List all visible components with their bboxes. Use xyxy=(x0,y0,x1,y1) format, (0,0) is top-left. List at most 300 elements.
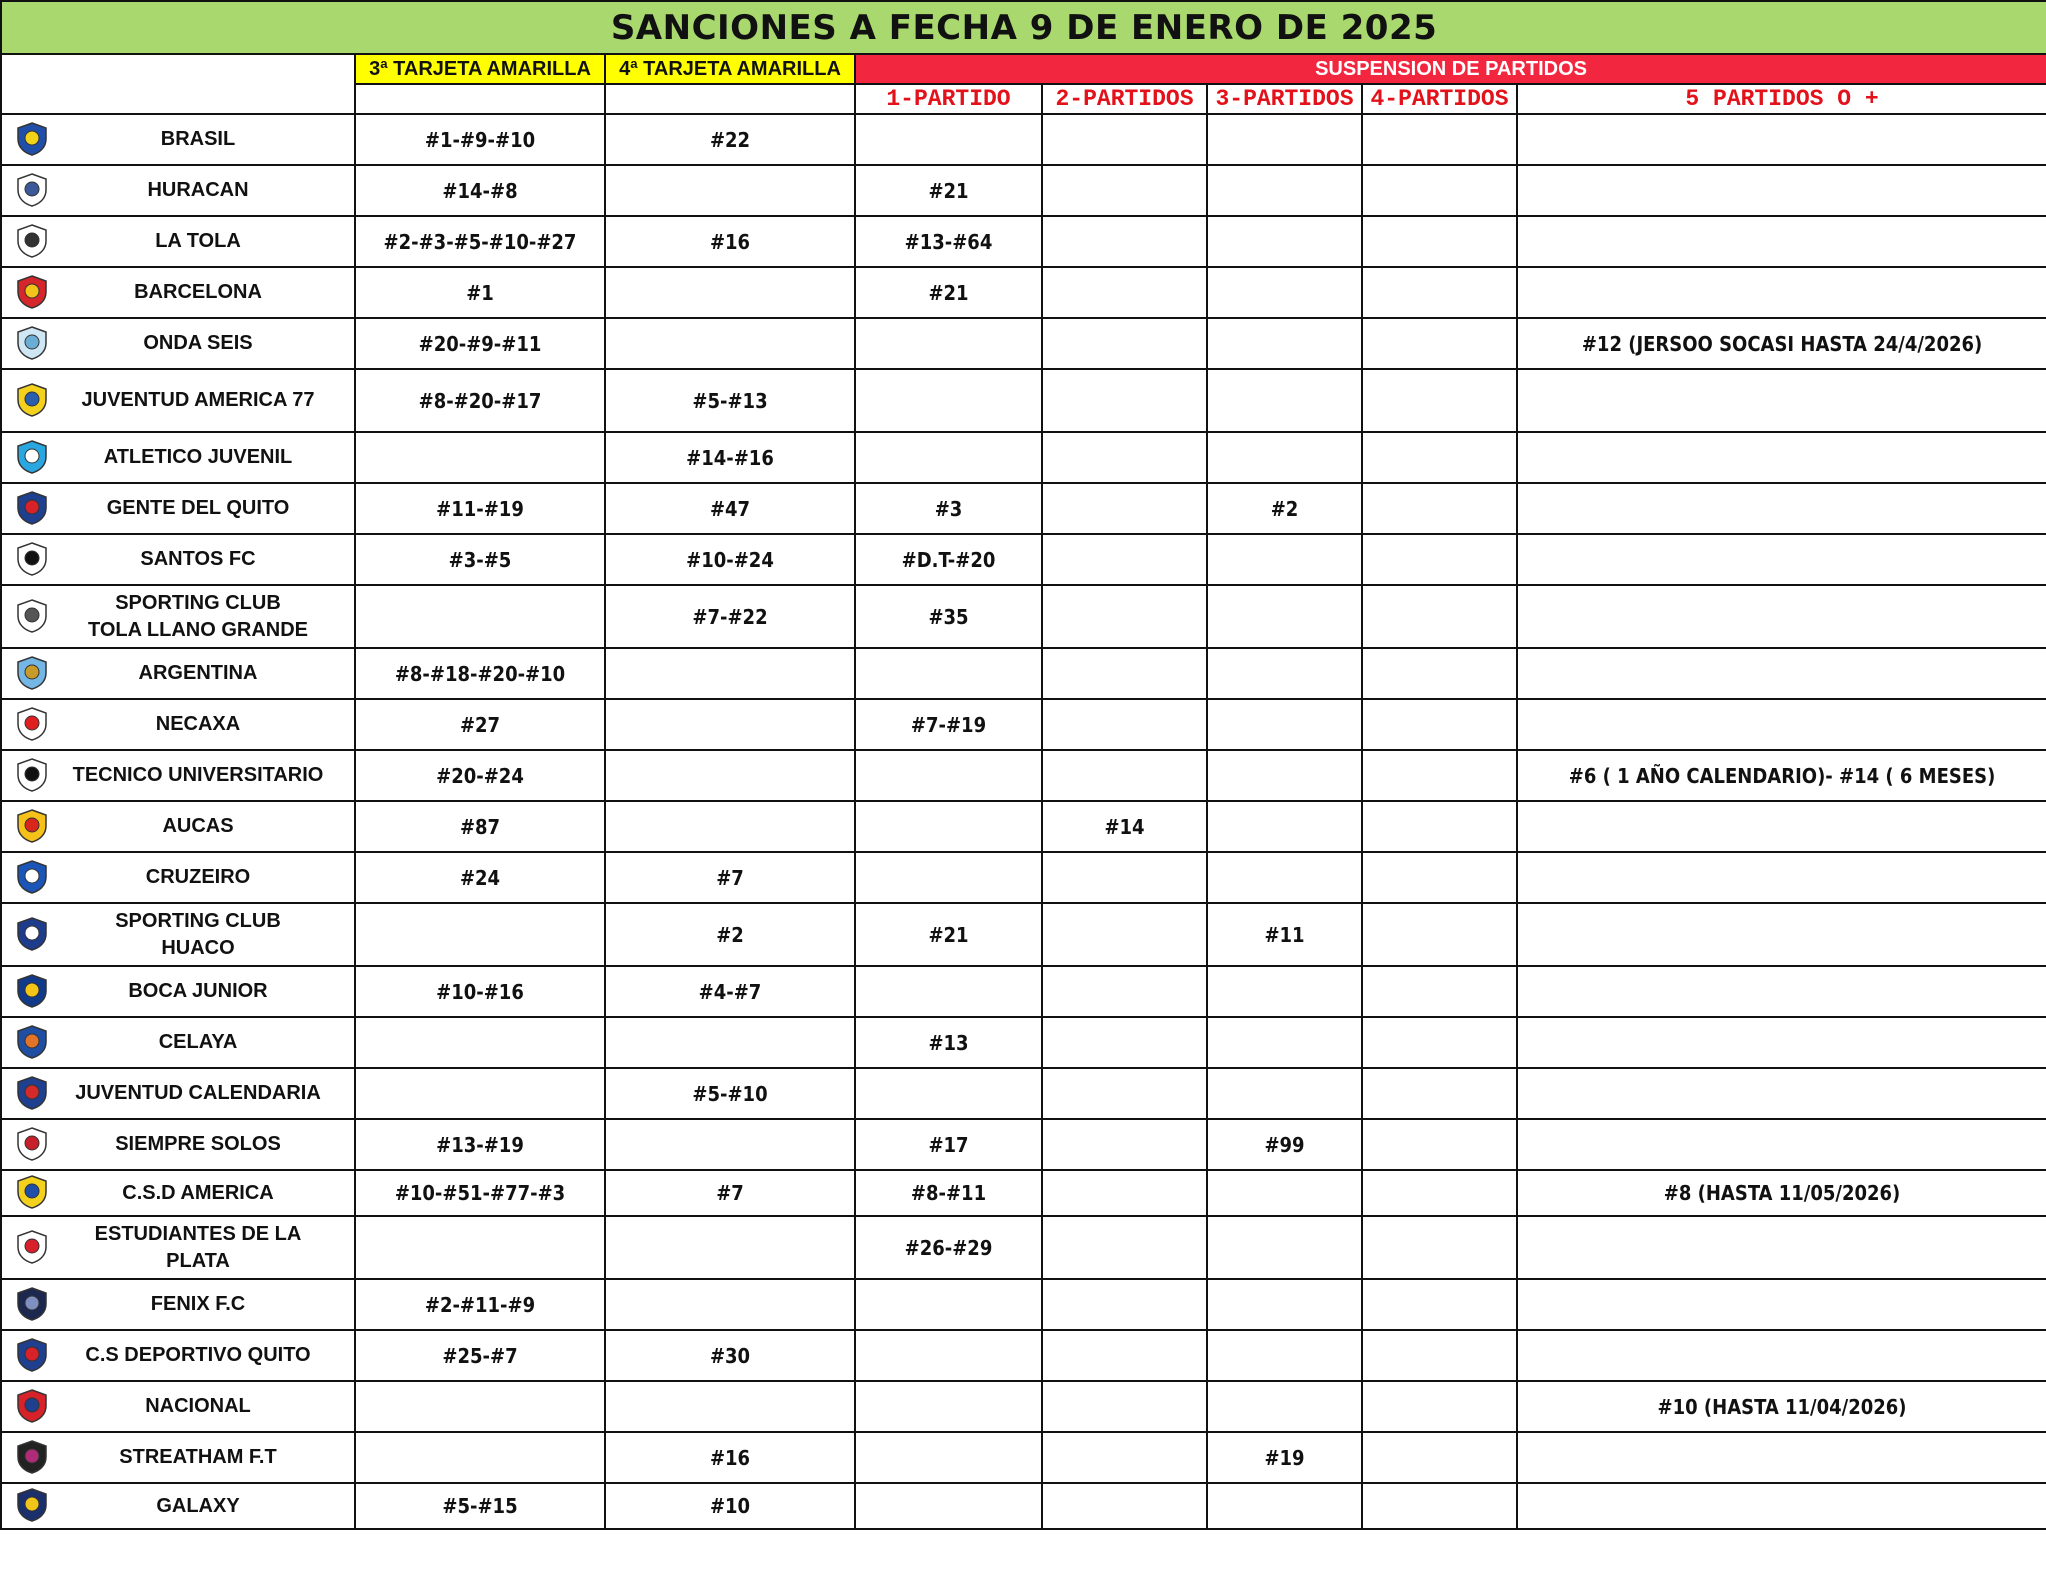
fourth-yellow-card-cell: #5-#13 xyxy=(605,369,855,432)
celaya-crest-icon xyxy=(14,1024,50,1060)
suspension-3-partidos-cell xyxy=(1207,534,1362,585)
suspension-5-partidos-cell: #12 (JERSOO SOCASI HASTA 24/4/2026) xyxy=(1517,318,2046,369)
galaxy-crest-icon xyxy=(14,1487,50,1523)
fourth-yellow-card-cell: #22 xyxy=(605,114,855,165)
table-row xyxy=(1,648,2046,699)
suspension-4-partidos-cell xyxy=(1362,1330,1517,1381)
header-suspension: SUSPENSION DE PARTIDOS xyxy=(855,54,2046,84)
suspension-5-partidos-cell xyxy=(1517,585,2046,648)
fourth-yellow-card-cell: #7 xyxy=(605,1170,855,1216)
la-tola-crest-icon xyxy=(14,223,50,259)
third-yellow-card-cell xyxy=(355,903,605,966)
third-yellow-card-cell: #25-#7 xyxy=(355,1330,605,1381)
suspension-4-partidos-cell xyxy=(1362,801,1517,852)
fourth-yellow-card-cell: #10 xyxy=(605,1483,855,1529)
suspension-4-partidos-cell xyxy=(1362,903,1517,966)
deportivo-quito-crest-icon xyxy=(14,1337,50,1373)
fourth-yellow-card-cell xyxy=(605,699,855,750)
suspension-2-partidos-cell xyxy=(1042,432,1207,483)
table-row xyxy=(1,1216,2046,1279)
suspension-5-partidos-cell xyxy=(1517,648,2046,699)
suspension-2-partidos-cell xyxy=(1042,966,1207,1017)
suspension-4-partidos-cell xyxy=(1362,648,1517,699)
suspension-1-partido-cell: #26-#29 xyxy=(855,1216,1042,1279)
third-yellow-card-cell xyxy=(355,1068,605,1119)
suspension-5-partidos-cell xyxy=(1517,267,2046,318)
suspension-1-partido-cell: #21 xyxy=(855,903,1042,966)
suspension-4-partidos-cell xyxy=(1362,114,1517,165)
suspension-3-partidos-cell xyxy=(1207,432,1362,483)
suspension-4-partidos-cell xyxy=(1362,216,1517,267)
juventud-america-crest-icon xyxy=(14,382,50,418)
santos-crest-icon xyxy=(14,541,50,577)
suspension-2-partidos-cell xyxy=(1042,1330,1207,1381)
suspension-5-partidos-cell xyxy=(1517,1432,2046,1483)
suspension-3-partidos-cell xyxy=(1207,1216,1362,1279)
team-name: CELAYA xyxy=(158,1031,238,1053)
suspension-3-partidos-cell xyxy=(1207,165,1362,216)
suspension-1-partido-cell: #35 xyxy=(855,585,1042,648)
suspension-2-partidos-cell xyxy=(1042,483,1207,534)
team-name: GENTE DEL QUITO xyxy=(106,497,290,519)
third-yellow-card-cell: #87 xyxy=(355,801,605,852)
fourth-yellow-card-cell: #7-#22 xyxy=(605,585,855,648)
team-cell xyxy=(1,852,355,903)
suspension-4-partidos-cell xyxy=(1362,1381,1517,1432)
team-name: C.S.D AMERICA xyxy=(122,1181,274,1204)
suspension-2-partidos-cell xyxy=(1042,585,1207,648)
suspension-1-partido-cell: #21 xyxy=(855,267,1042,318)
suspension-5-partidos-cell xyxy=(1517,432,2046,483)
suspension-5-partidos-cell xyxy=(1517,1017,2046,1068)
fourth-yellow-card-cell xyxy=(605,165,855,216)
third-yellow-card-cell: #27 xyxy=(355,699,605,750)
tecnico-universitario-crest-icon xyxy=(14,757,50,793)
suspension-3-partidos-cell: #99 xyxy=(1207,1119,1362,1170)
suspension-5-partidos-cell xyxy=(1517,966,2046,1017)
third-yellow-card-cell: #8-#20-#17 xyxy=(355,369,605,432)
team-cell xyxy=(1,165,355,216)
team-name: ONDA SEIS xyxy=(143,332,253,354)
team-name: BARCELONA xyxy=(134,281,262,303)
suspension-5-partidos-cell xyxy=(1517,1279,2046,1330)
suspension-4-partidos-cell xyxy=(1362,483,1517,534)
team-cell xyxy=(1,966,355,1017)
table-row xyxy=(1,318,2046,369)
third-yellow-card-cell: #8-#18-#20-#10 xyxy=(355,648,605,699)
siempre-solos-crest-icon xyxy=(14,1126,50,1162)
suspension-5-partidos-cell xyxy=(1517,1119,2046,1170)
team-cell xyxy=(1,1279,355,1330)
suspension-5-partidos-cell xyxy=(1517,114,2046,165)
suspension-2-partidos-cell xyxy=(1042,267,1207,318)
suspension-5-partidos-cell xyxy=(1517,852,2046,903)
suspension-3-partidos-cell xyxy=(1207,1279,1362,1330)
suspension-1-partido-cell xyxy=(855,318,1042,369)
suspension-3-partidos-cell: #11 xyxy=(1207,903,1362,966)
header-5-partidos: 5 PARTIDOS O + xyxy=(1517,84,2046,114)
team-name: SANTOS FC xyxy=(140,548,256,570)
suspension-5-partidos-cell xyxy=(1517,1216,2046,1279)
team-name: JUVENTUD AMERICA 77 xyxy=(81,389,315,411)
table-row xyxy=(1,1279,2046,1330)
argentina-crest-icon xyxy=(14,655,50,691)
juventud-calendaria-crest-icon xyxy=(14,1075,50,1111)
suspension-4-partidos-cell xyxy=(1362,750,1517,801)
suspension-4-partidos-cell xyxy=(1362,369,1517,432)
suspension-3-partidos-cell xyxy=(1207,699,1362,750)
suspension-1-partido-cell xyxy=(855,966,1042,1017)
team-cell xyxy=(1,267,355,318)
table-row xyxy=(1,966,2046,1017)
subheader-blank-3rd xyxy=(355,84,605,114)
suspension-4-partidos-cell xyxy=(1362,699,1517,750)
fourth-yellow-card-cell xyxy=(605,1381,855,1432)
fourth-yellow-card-cell: #16 xyxy=(605,1432,855,1483)
table-row xyxy=(1,114,2046,165)
fourth-yellow-card-cell xyxy=(605,750,855,801)
team-cell xyxy=(1,750,355,801)
suspension-3-partidos-cell xyxy=(1207,1330,1362,1381)
suspension-4-partidos-cell xyxy=(1362,852,1517,903)
suspension-1-partido-cell xyxy=(855,852,1042,903)
suspension-5-partidos-cell xyxy=(1517,801,2046,852)
suspension-3-partidos-cell xyxy=(1207,1170,1362,1216)
suspension-1-partido-cell: #3 xyxy=(855,483,1042,534)
third-yellow-card-cell: #10-#16 xyxy=(355,966,605,1017)
boca-junior-crest-icon xyxy=(14,973,50,1009)
table-row xyxy=(1,801,2046,852)
header-4-partidos: 4-PARTIDOS xyxy=(1362,84,1517,114)
suspension-1-partido-cell xyxy=(855,114,1042,165)
team-name: SPORTING CLUB TOLA LLANO GRANDE xyxy=(88,591,308,641)
third-yellow-card-cell xyxy=(355,1432,605,1483)
team-cell xyxy=(1,1216,355,1279)
team-name: CRUZEIRO xyxy=(145,866,251,888)
table-row xyxy=(1,750,2046,801)
third-yellow-card-cell: #20-#24 xyxy=(355,750,605,801)
suspension-5-partidos-cell xyxy=(1517,165,2046,216)
suspension-5-partidos-cell xyxy=(1517,903,2046,966)
table-row xyxy=(1,432,2046,483)
fourth-yellow-card-cell: #16 xyxy=(605,216,855,267)
suspension-2-partidos-cell xyxy=(1042,1216,1207,1279)
table-row xyxy=(1,1432,2046,1483)
team-name: BOCA JUNIOR xyxy=(128,980,268,1002)
fourth-yellow-card-cell xyxy=(605,1216,855,1279)
table-row xyxy=(1,852,2046,903)
fourth-yellow-card-cell: #47 xyxy=(605,483,855,534)
suspension-1-partido-cell xyxy=(855,432,1042,483)
suspension-4-partidos-cell xyxy=(1362,165,1517,216)
page-title: SANCIONES A FECHA 9 DE ENERO DE 2025 xyxy=(1,1,2046,54)
suspension-5-partidos-cell xyxy=(1517,1330,2046,1381)
suspension-4-partidos-cell xyxy=(1362,432,1517,483)
fourth-yellow-card-cell xyxy=(605,1017,855,1068)
suspension-3-partidos-cell xyxy=(1207,585,1362,648)
suspension-5-partidos-cell: #6 ( 1 AÑO CALENDARIO)- #14 ( 6 MESES) xyxy=(1517,750,2046,801)
suspension-3-partidos-cell xyxy=(1207,1381,1362,1432)
table-row xyxy=(1,585,2046,648)
fourth-yellow-card-cell: #10-#24 xyxy=(605,534,855,585)
suspension-1-partido-cell: #13 xyxy=(855,1017,1042,1068)
team-cell xyxy=(1,1119,355,1170)
third-yellow-card-cell: #13-#19 xyxy=(355,1119,605,1170)
fourth-yellow-card-cell xyxy=(605,801,855,852)
suspension-4-partidos-cell xyxy=(1362,1170,1517,1216)
table-row xyxy=(1,483,2046,534)
fourth-yellow-card-cell: #30 xyxy=(605,1330,855,1381)
team-cell xyxy=(1,483,355,534)
suspension-2-partidos-cell xyxy=(1042,1279,1207,1330)
table-row xyxy=(1,369,2046,432)
suspension-2-partidos-cell xyxy=(1042,216,1207,267)
suspension-5-partidos-cell: #8 (HASTA 11/05/2026) xyxy=(1517,1170,2046,1216)
fourth-yellow-card-cell: #14-#16 xyxy=(605,432,855,483)
suspension-3-partidos-cell xyxy=(1207,318,1362,369)
table-row xyxy=(1,1170,2046,1216)
suspension-3-partidos-cell xyxy=(1207,852,1362,903)
huracan-crest-icon xyxy=(14,172,50,208)
suspension-2-partidos-cell xyxy=(1042,1483,1207,1529)
suspension-3-partidos-cell xyxy=(1207,801,1362,852)
brasil-crest-icon xyxy=(14,121,50,157)
suspension-2-partidos-cell: #14 xyxy=(1042,801,1207,852)
header-2-partidos: 2-PARTIDOS xyxy=(1042,84,1207,114)
header-1-partido: 1-PARTIDO xyxy=(855,84,1042,114)
fourth-yellow-card-cell: #7 xyxy=(605,852,855,903)
suspension-1-partido-cell xyxy=(855,1330,1042,1381)
fenix-crest-icon xyxy=(14,1286,50,1322)
suspension-1-partido-cell xyxy=(855,1432,1042,1483)
third-yellow-card-cell: #11-#19 xyxy=(355,483,605,534)
third-yellow-card-cell: #1-#9-#10 xyxy=(355,114,605,165)
team-cell xyxy=(1,534,355,585)
fourth-yellow-card-cell xyxy=(605,267,855,318)
suspension-2-partidos-cell xyxy=(1042,648,1207,699)
team-cell xyxy=(1,318,355,369)
team-cell xyxy=(1,1483,355,1529)
suspension-1-partido-cell: #17 xyxy=(855,1119,1042,1170)
team-cell xyxy=(1,216,355,267)
suspension-5-partidos-cell xyxy=(1517,534,2046,585)
suspension-4-partidos-cell xyxy=(1362,1017,1517,1068)
suspension-4-partidos-cell xyxy=(1362,1279,1517,1330)
table-row xyxy=(1,216,2046,267)
fourth-yellow-card-cell: #5-#10 xyxy=(605,1068,855,1119)
team-name: ATLETICO JUVENIL xyxy=(103,446,293,468)
third-yellow-card-cell xyxy=(355,432,605,483)
header-3rd-yellow-card: 3ª TARJETA AMARILLA xyxy=(355,54,605,84)
third-yellow-card-cell: #20-#9-#11 xyxy=(355,318,605,369)
team-name: SIEMPRE SOLOS xyxy=(115,1133,281,1155)
suspension-4-partidos-cell xyxy=(1362,966,1517,1017)
suspension-1-partido-cell: #D.T-#20 xyxy=(855,534,1042,585)
table-row xyxy=(1,903,2046,966)
suspension-1-partido-cell xyxy=(855,648,1042,699)
suspension-2-partidos-cell xyxy=(1042,318,1207,369)
suspension-1-partido-cell xyxy=(855,1381,1042,1432)
fourth-yellow-card-cell xyxy=(605,1279,855,1330)
table-row xyxy=(1,1483,2046,1529)
team-name: C.S DEPORTIVO QUITO xyxy=(85,1344,311,1366)
suspension-2-partidos-cell xyxy=(1042,1170,1207,1216)
suspension-2-partidos-cell xyxy=(1042,750,1207,801)
table-row xyxy=(1,1330,2046,1381)
team-cell xyxy=(1,1330,355,1381)
fourth-yellow-card-cell: #4-#7 xyxy=(605,966,855,1017)
team-name: BRASIL xyxy=(160,128,236,150)
table-row xyxy=(1,1017,2046,1068)
suspension-2-partidos-cell xyxy=(1042,1017,1207,1068)
suspension-3-partidos-cell: #19 xyxy=(1207,1432,1362,1483)
team-cell xyxy=(1,903,355,966)
suspension-2-partidos-cell xyxy=(1042,165,1207,216)
table-row xyxy=(1,267,2046,318)
suspension-3-partidos-cell: #2 xyxy=(1207,483,1362,534)
table-row xyxy=(1,1068,2046,1119)
suspension-5-partidos-cell xyxy=(1517,1483,2046,1529)
table-row xyxy=(1,1381,2046,1432)
suspension-2-partidos-cell xyxy=(1042,852,1207,903)
sporting-tola-crest-icon xyxy=(14,598,50,634)
atletico-juvenil-crest-icon xyxy=(14,439,50,475)
team-cell xyxy=(1,699,355,750)
suspension-5-partidos-cell xyxy=(1517,1068,2046,1119)
suspension-4-partidos-cell xyxy=(1362,1119,1517,1170)
suspension-2-partidos-cell xyxy=(1042,1119,1207,1170)
suspension-4-partidos-cell xyxy=(1362,267,1517,318)
estudiantes-crest-icon xyxy=(14,1229,50,1265)
suspension-1-partido-cell: #7-#19 xyxy=(855,699,1042,750)
subheader-blank-4th xyxy=(605,84,855,114)
fourth-yellow-card-cell xyxy=(605,1119,855,1170)
table-row xyxy=(1,165,2046,216)
suspension-1-partido-cell xyxy=(855,1068,1042,1119)
suspension-3-partidos-cell xyxy=(1207,216,1362,267)
suspension-1-partido-cell xyxy=(855,801,1042,852)
suspension-4-partidos-cell xyxy=(1362,585,1517,648)
sporting-huaco-crest-icon xyxy=(14,916,50,952)
team-cell xyxy=(1,1381,355,1432)
suspension-1-partido-cell: #21 xyxy=(855,165,1042,216)
third-yellow-card-cell: #2-#3-#5-#10-#27 xyxy=(355,216,605,267)
necaxa-crest-icon xyxy=(14,706,50,742)
suspension-2-partidos-cell xyxy=(1042,699,1207,750)
third-yellow-card-cell: #10-#51-#77-#3 xyxy=(355,1170,605,1216)
csd-america-crest-icon xyxy=(14,1174,50,1210)
team-name: STREATHAM F.T xyxy=(119,1446,277,1468)
suspension-2-partidos-cell xyxy=(1042,534,1207,585)
suspension-3-partidos-cell xyxy=(1207,1017,1362,1068)
suspension-5-partidos-cell xyxy=(1517,216,2046,267)
suspension-2-partidos-cell xyxy=(1042,1381,1207,1432)
team-name: NECAXA xyxy=(155,713,241,735)
suspension-3-partidos-cell xyxy=(1207,267,1362,318)
suspension-4-partidos-cell xyxy=(1362,318,1517,369)
third-yellow-card-cell: #5-#15 xyxy=(355,1483,605,1529)
barcelona-crest-icon xyxy=(14,274,50,310)
suspension-3-partidos-cell xyxy=(1207,369,1362,432)
suspension-1-partido-cell: #8-#11 xyxy=(855,1170,1042,1216)
suspension-3-partidos-cell xyxy=(1207,750,1362,801)
table-row xyxy=(1,699,2046,750)
suspension-3-partidos-cell xyxy=(1207,966,1362,1017)
team-name: LA TOLA xyxy=(155,230,241,252)
suspension-5-partidos-cell xyxy=(1517,483,2046,534)
third-yellow-card-cell: #24 xyxy=(355,852,605,903)
team-cell xyxy=(1,114,355,165)
suspension-5-partidos-cell: #10 (HASTA 11/04/2026) xyxy=(1517,1381,2046,1432)
team-name: SPORTING CLUB HUACO xyxy=(115,909,281,959)
suspension-2-partidos-cell xyxy=(1042,903,1207,966)
suspension-4-partidos-cell xyxy=(1362,1216,1517,1279)
suspension-1-partido-cell xyxy=(855,750,1042,801)
team-name: ARGENTINA xyxy=(138,662,258,684)
team-name: FENIX F.C xyxy=(150,1293,246,1315)
suspension-3-partidos-cell xyxy=(1207,1483,1362,1529)
suspension-5-partidos-cell xyxy=(1517,369,2046,432)
third-yellow-card-cell xyxy=(355,1381,605,1432)
team-name: GALAXY xyxy=(156,1494,240,1517)
aucas-crest-icon xyxy=(14,808,50,844)
suspension-4-partidos-cell xyxy=(1362,1483,1517,1529)
third-yellow-card-cell: #3-#5 xyxy=(355,534,605,585)
team-name: AUCAS xyxy=(162,815,234,837)
table-row xyxy=(1,534,2046,585)
cruzeiro-crest-icon xyxy=(14,859,50,895)
suspension-2-partidos-cell xyxy=(1042,114,1207,165)
suspension-4-partidos-cell xyxy=(1362,1432,1517,1483)
third-yellow-card-cell: #1 xyxy=(355,267,605,318)
suspension-3-partidos-cell xyxy=(1207,1068,1362,1119)
third-yellow-card-cell xyxy=(355,1017,605,1068)
suspension-1-partido-cell: #13-#64 xyxy=(855,216,1042,267)
team-name: HURACAN xyxy=(147,179,249,201)
team-name: TECNICO UNIVERSITARIO xyxy=(72,764,324,786)
third-yellow-card-cell: #14-#8 xyxy=(355,165,605,216)
team-cell xyxy=(1,648,355,699)
suspension-4-partidos-cell xyxy=(1362,1068,1517,1119)
team-cell xyxy=(1,585,355,648)
gente-del-quito-crest-icon xyxy=(14,490,50,526)
fourth-yellow-card-cell xyxy=(605,648,855,699)
table-row xyxy=(1,1119,2046,1170)
team-cell xyxy=(1,801,355,852)
header-3-partidos: 3-PARTIDOS xyxy=(1207,84,1362,114)
suspension-1-partido-cell xyxy=(855,1279,1042,1330)
team-header-blank xyxy=(1,54,355,114)
suspension-2-partidos-cell xyxy=(1042,369,1207,432)
fourth-yellow-card-cell xyxy=(605,318,855,369)
suspension-2-partidos-cell xyxy=(1042,1068,1207,1119)
suspension-1-partido-cell xyxy=(855,369,1042,432)
team-name: NACIONAL xyxy=(145,1395,251,1417)
team-name: JUVENTUD CALENDARIA xyxy=(75,1082,321,1104)
team-name: ESTUDIANTES DE LA PLATA xyxy=(94,1222,302,1272)
header-4th-yellow-card: 4ª TARJETA AMARILLA xyxy=(605,54,855,84)
nacional-crest-icon xyxy=(14,1388,50,1424)
onda-seis-crest-icon xyxy=(14,325,50,361)
team-cell xyxy=(1,1432,355,1483)
team-cell xyxy=(1,1170,355,1216)
suspension-4-partidos-cell xyxy=(1362,534,1517,585)
third-yellow-card-cell xyxy=(355,1216,605,1279)
suspension-3-partidos-cell xyxy=(1207,114,1362,165)
team-cell xyxy=(1,1068,355,1119)
streatham-crest-icon xyxy=(14,1439,50,1475)
third-yellow-card-cell: #2-#11-#9 xyxy=(355,1279,605,1330)
